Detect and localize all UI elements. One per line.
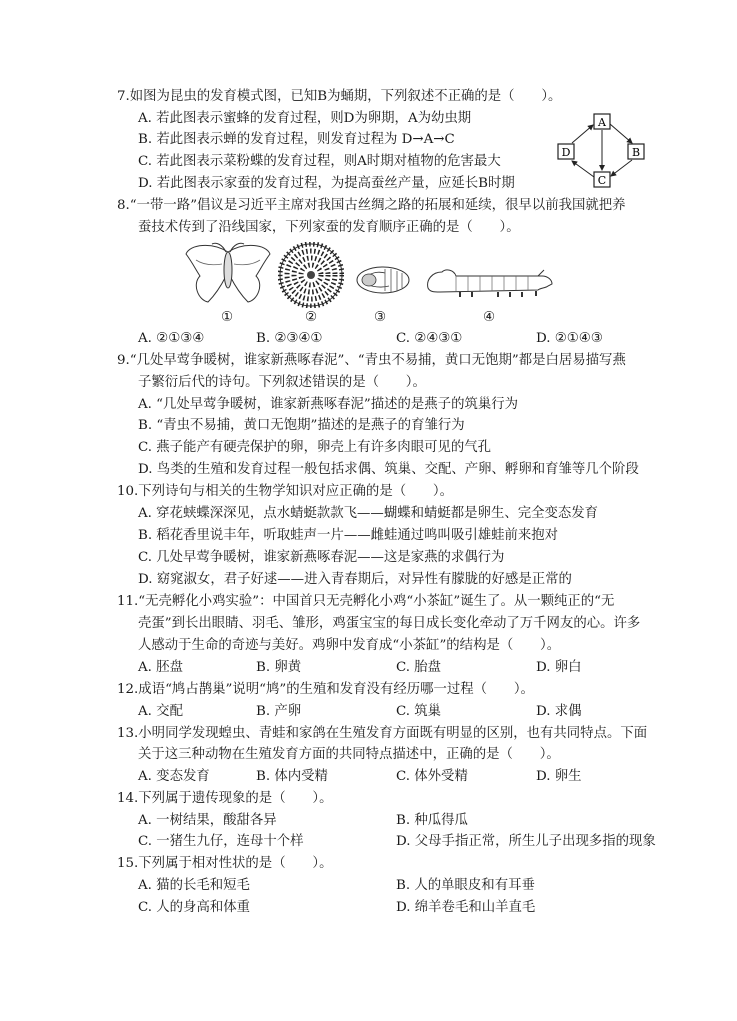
- figure-label-1: ①: [221, 310, 234, 325]
- question-9: 9.“几处早莺争暖树，谁家新燕啄春泥”、“青虫不易捕，黄口无饱期”都是白居易描写燕: [117, 353, 626, 368]
- q9-option-c: C. 燕子能产有硬壳保护的卵，卵壳上有许多肉眼可见的气孔: [138, 440, 492, 455]
- q11-option-b: B. 卵黄: [256, 660, 302, 675]
- q12-option-c: C. 筑巢: [396, 704, 442, 719]
- q8-option-b: B. ②③④①: [256, 331, 323, 346]
- node-d-label: D: [561, 146, 571, 159]
- silkworm-larva-figure: [422, 262, 558, 302]
- question-11-cont-1: 壳蛋”到长出眼睛、羽毛、雏形，鸡蛋宝宝的每日成长变化牵动了万千网友的心。许多: [138, 616, 641, 631]
- question-8-cont: 蚕技术传到了沿线国家，下列家蚕的发育顺序正确的是（ ）。: [138, 220, 520, 235]
- question-13-cont: 关于这三种动物在生殖发育方面的共同特点描述中，正确的是（ ）。: [138, 747, 560, 762]
- question-11: 11.“无壳孵化小鸡实验”：中国首只无壳孵化小鸡“小茶缸”诞生了。从一颗纯正的“无: [117, 594, 615, 609]
- q13-option-b: B. 体内受精: [256, 769, 328, 784]
- q7-option-a: A. 若此图表示蜜蜂的发育过程，则D为卵期，A为幼虫期: [138, 111, 472, 126]
- figure-label-2: ②: [305, 310, 318, 325]
- q14-option-a: A. 一树结果，酸甜各异: [138, 813, 277, 828]
- q9-option-d: D. 鸟类的生殖和发育过程一般包括求偶、筑巢、交配、产卵、孵卵和育雏等几个阶段: [138, 462, 639, 477]
- question-7: 7.如图为昆虫的发育模式图，已知B为蛹期，下列叙述不正确的是（ ）。: [117, 89, 562, 104]
- q12-option-d: D. 求偶: [536, 704, 582, 719]
- question-9-cont: 子繁衍后代的诗句。下列叙述错误的是（ ）。: [138, 375, 426, 390]
- q15-option-d: D. 绵羊卷毛和山羊直毛: [396, 900, 536, 915]
- silkworm-pupa-figure: [355, 263, 415, 297]
- figure-label-4: ④: [483, 310, 496, 325]
- node-a-label: A: [598, 116, 606, 129]
- question-13: 13.小明同学发现蝗虫、青蛙和家鸽在生殖发育方面既有明显的区别，也有共同特点。下面: [117, 726, 648, 741]
- insect-cycle-diagram: [552, 110, 652, 192]
- q7-option-b: B. 若此图表示蝉的发育过程，则发育过程为 D→A→C: [138, 132, 455, 147]
- q8-option-d: D. ②①④③: [536, 331, 603, 346]
- q9-option-b: B. “青虫不易捕，黄口无饱期”描述的是燕子的育雏行为: [138, 418, 465, 433]
- q12-option-b: B. 产卵: [256, 704, 302, 719]
- question-11-cont-2: 人感动于生命的奇迹与美好。鸡卵中发育成“小茶缸”的结构是（ ）。: [138, 638, 561, 653]
- q7-option-d: D. 若此图表示家蚕的发育过程，为提高蚕丝产量，应延长B时期: [138, 176, 515, 191]
- q12-option-a: A. 交配: [138, 704, 183, 719]
- q14-option-b: B. 种瓜得瓜: [396, 813, 468, 828]
- q14-option-c: C. 一猪生九仔，连母十个样: [138, 834, 304, 849]
- q9-option-a: A. “几处早莺争暖树，谁家新燕啄春泥”描述的是燕子的筑巢行为: [138, 397, 519, 412]
- q10-option-b: B. 稻花香里说丰年，听取蛙声一片——雌蛙通过鸣叫吸引雄蛙前来抱对: [138, 528, 559, 543]
- question-14: 14.下列属于遗传现象的是（ ）。: [117, 791, 333, 806]
- q13-option-d: D. 卵生: [536, 769, 582, 784]
- silkworm-eggs-figure: [278, 242, 344, 308]
- q10-option-d: D. 窈窕淑女，君子好逑——进入青春期后，对异性有朦胧的好感是正常的: [138, 572, 572, 587]
- q8-option-c: C. ②④③①: [396, 331, 463, 346]
- figure-label-3: ③: [374, 310, 387, 325]
- q10-option-c: C. 几处早莺争暖树，谁家新燕啄春泥——这是家燕的求偶行为: [138, 550, 505, 565]
- q7-option-c: C. 若此图表示菜粉蝶的发育过程，则A时期对植物的危害最大: [138, 154, 501, 169]
- q13-option-a: A. 变态发育: [138, 769, 210, 784]
- node-c-label: C: [597, 174, 607, 187]
- q15-option-c: C. 人的身高和体重: [138, 900, 251, 915]
- q11-option-a: A. 胚盘: [138, 660, 183, 675]
- q13-option-c: C. 体外受精: [396, 769, 468, 784]
- q15-option-b: B. 人的单眼皮和有耳垂: [396, 878, 535, 893]
- q10-option-a: A. 穿花蛱蝶深深见，点水蜻蜓款款飞——蝴蝶和蜻蜓都是卵生、完全变态发育: [138, 506, 599, 521]
- question-8: 8.“一带一路”倡议是习近平主席对我国古丝绸之路的拓展和延续，很早以前我国就把养: [117, 198, 626, 213]
- q8-option-a: A. ②①③④: [138, 331, 205, 346]
- q15-option-a: A. 猫的长毛和短毛: [138, 878, 250, 893]
- silkworm-moth-figure: [182, 240, 274, 310]
- question-12: 12.成语“鸠占鹊巢”说明“鸠”的生殖和发育没有经历哪一过程（ ）。: [117, 682, 534, 697]
- q11-option-c: C. 胎盘: [396, 660, 442, 675]
- q14-option-d: D. 父母手指正常，所生儿子出现多指的现象: [396, 834, 656, 849]
- node-b-label: B: [631, 146, 641, 159]
- q11-option-d: D. 卵白: [536, 660, 582, 675]
- question-15: 15.下列属于相对性状的是（ ）。: [117, 856, 333, 871]
- question-10: 10.下列诗句与相关的生物学知识对应正确的是（ ）。: [117, 484, 453, 499]
